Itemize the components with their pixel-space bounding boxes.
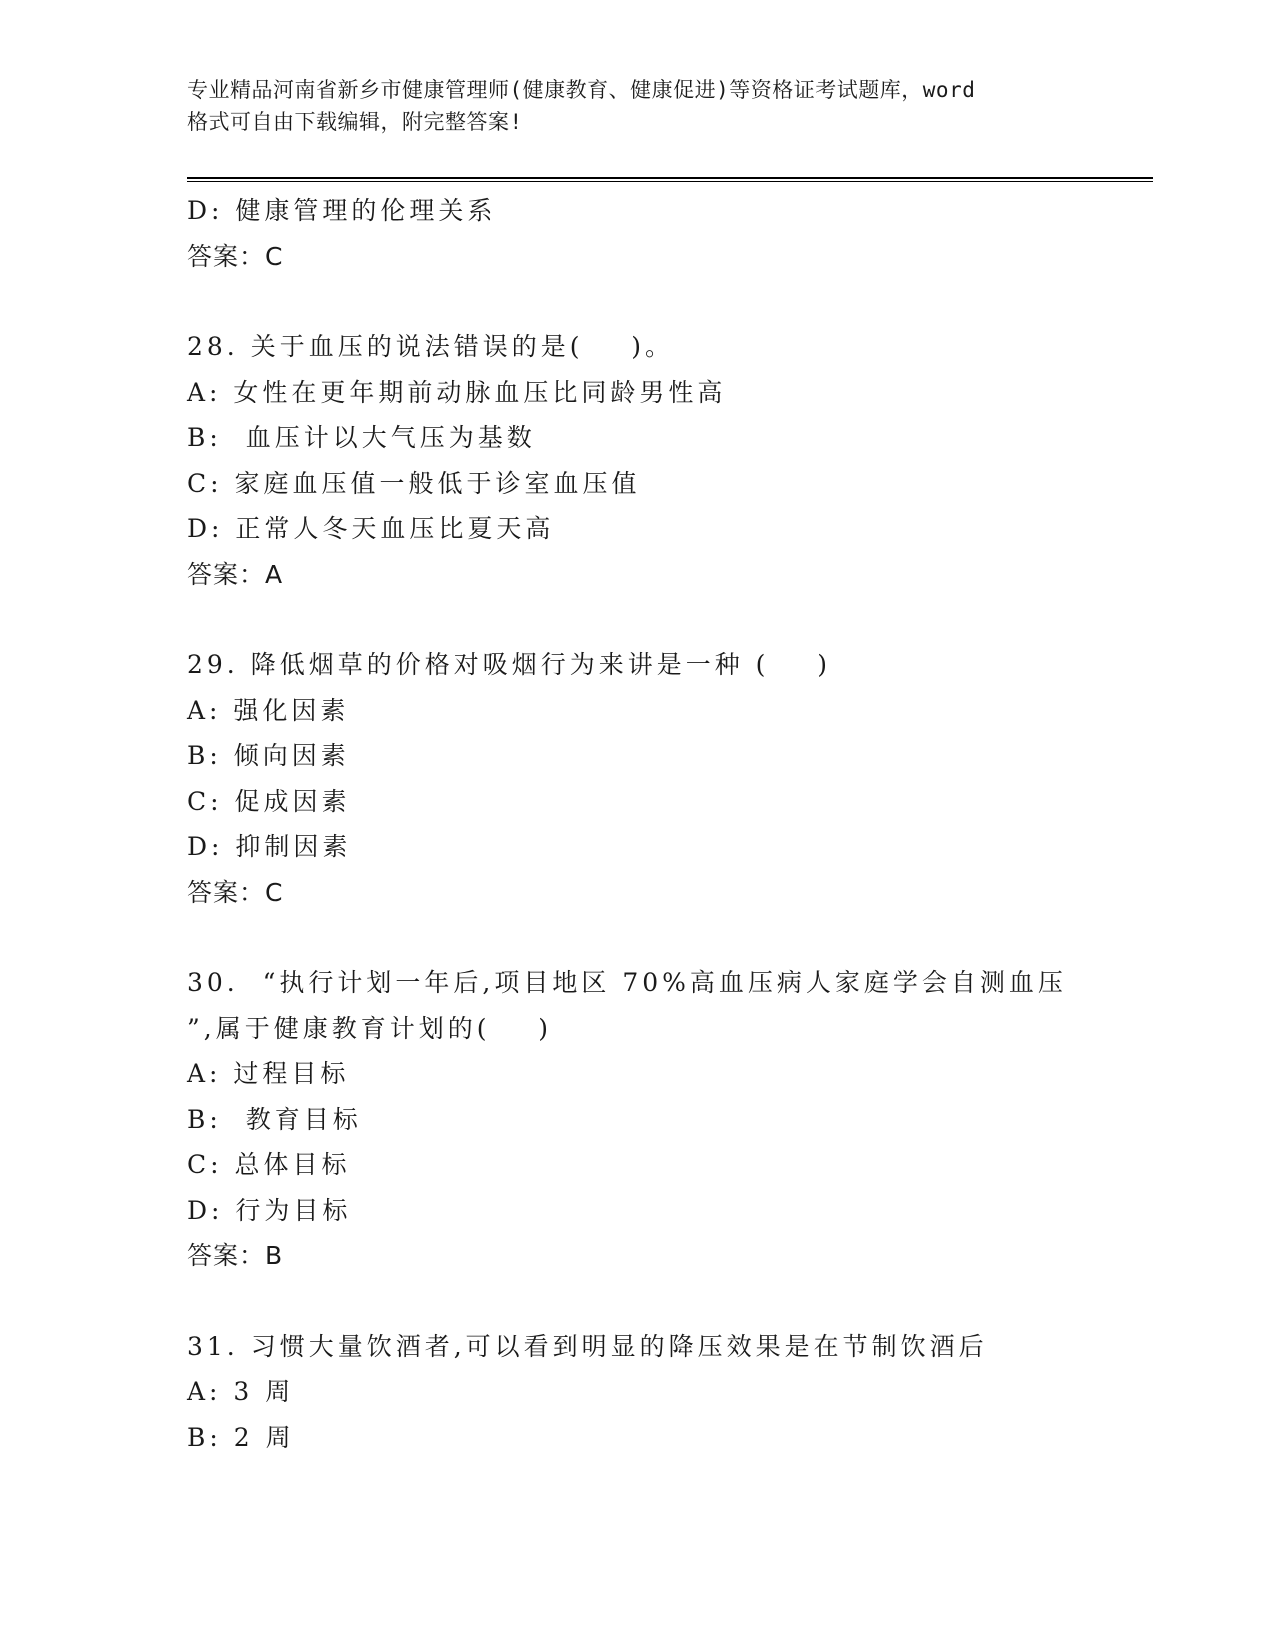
- option-d: D: 健康管理的伦理关系: [187, 196, 497, 225]
- question-28: [187, 324, 1087, 597]
- option-c: C: 家庭血压值一般低于诊室血压值: [187, 468, 641, 498]
- option-a: A: 女性在更年期前动脉血压比同龄男性高: [187, 377, 727, 407]
- question-27-tail: [187, 188, 1087, 279]
- answer: 答案：C: [187, 241, 284, 271]
- option-c: C: 促成因素: [187, 786, 351, 816]
- question-text-line-2: ”,属于健康教育计划的( ): [187, 1013, 553, 1043]
- option-c: C: 总体目标: [187, 1150, 351, 1179]
- header-line-2: 格式可自由下载编辑，附完整答案!: [187, 110, 523, 134]
- option-d: D: 抑制因素: [187, 832, 352, 861]
- spacer: [187, 1279, 1087, 1324]
- option-d: D: 行为目标: [187, 1195, 352, 1225]
- header-rule-thick: [187, 177, 1153, 179]
- question-text: 29. 降低烟草的价格对吸烟行为来讲是一种 ( ): [187, 650, 831, 679]
- question-text: 28. 关于血压的说法错误的是( )。: [187, 332, 675, 361]
- document-header: [187, 74, 1087, 138]
- header-line-1: 专业精品河南省新乡市健康管理师(健康教育、健康促进)等资格证考试题库，word: [187, 78, 976, 102]
- header-rule-thin: [187, 181, 1153, 182]
- option-b: B: 2 周: [187, 1422, 295, 1452]
- option-b: B: 血压计以大气压为基数: [187, 423, 536, 452]
- question-30: [187, 960, 1087, 1279]
- spacer: [187, 915, 1087, 960]
- option-a: A: 3 周: [187, 1377, 295, 1406]
- answer: 答案：C: [187, 877, 284, 907]
- option-d: D: 正常人冬天血压比夏天高: [187, 514, 555, 543]
- spacer: [187, 597, 1087, 642]
- option-a: A: 过程目标: [187, 1059, 350, 1088]
- question-list: [187, 188, 1087, 1460]
- question-29: [187, 642, 1087, 915]
- question-text: 31. 习惯大量饮酒者,可以看到明显的降压效果是在节制饮酒后: [187, 1331, 988, 1361]
- spacer: [187, 279, 1087, 324]
- question-text-line-1: 30. “执行计划一年后,项目地区 70%高血压病人家庭学会自测血压: [187, 968, 1067, 997]
- answer: 答案：A: [187, 559, 284, 589]
- answer: 答案：B: [187, 1241, 284, 1270]
- option-a: A: 强化因素: [187, 695, 350, 725]
- option-b: B: 教育目标: [187, 1104, 362, 1134]
- option-b: B: 倾向因素: [187, 741, 350, 770]
- question-31: [187, 1324, 1087, 1461]
